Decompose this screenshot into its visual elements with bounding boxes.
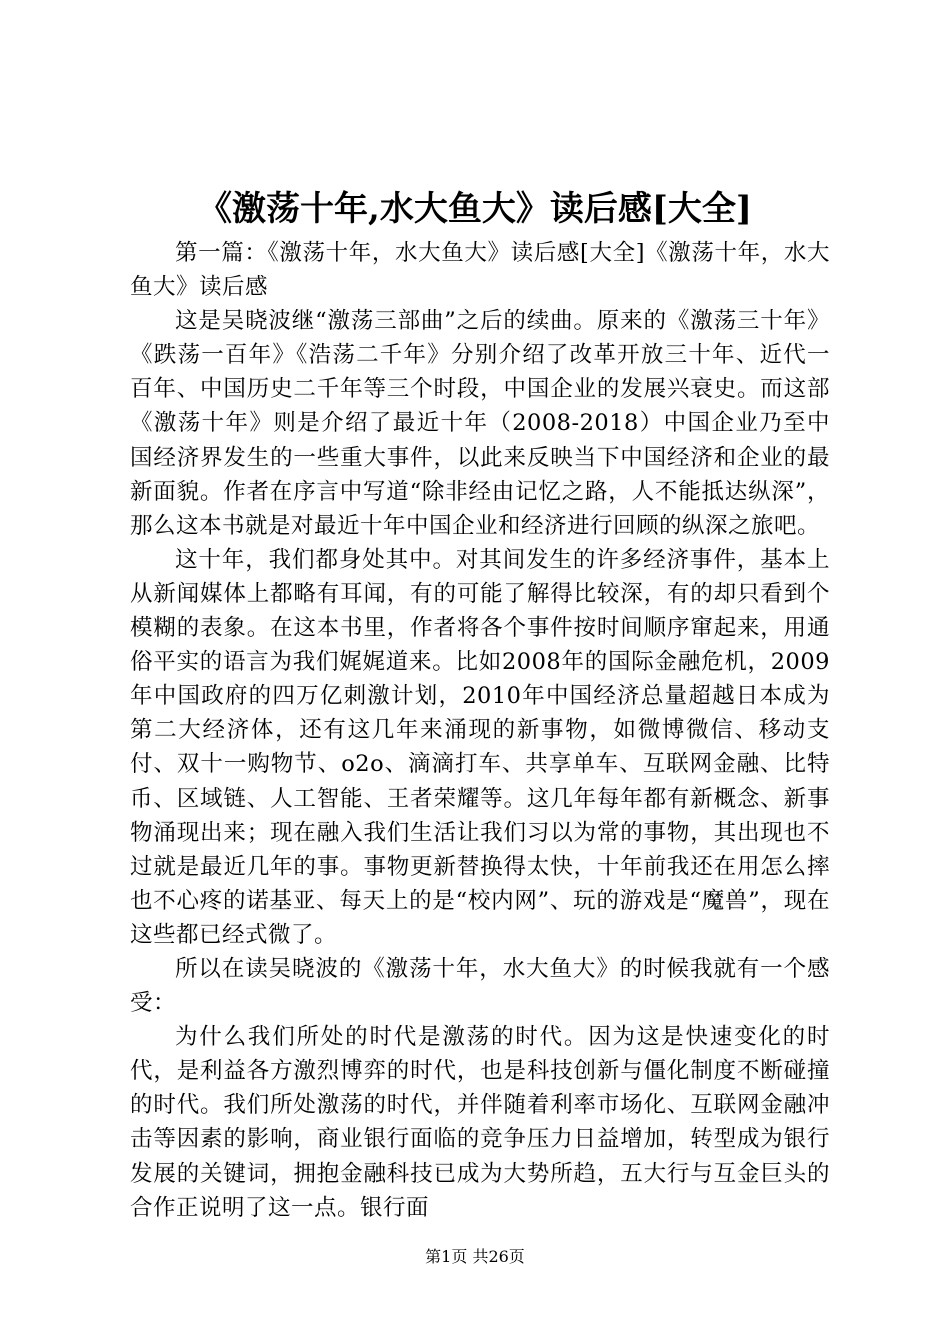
paragraph-2: 这是吴晓波继“激荡三部曲”之后的续曲。原来的《激荡三十年》《跌荡一百年》《浩荡二千年》分别介绍了改革开放三十年、近代一百年、中国历史二千年等三个时段，中国企业的发展兴衰史。而这部《激荡十年》则是介绍了最近十年（2008-2018）中国企业乃至中国经济界发生的一些重大事件，以此来反映当下中国经济和企业的最新面貌。作者在序言中写道“除非经由记忆之路，人不能抵达纵深”，那么这本书就是对最近十年中国企业和经济进行回顾的纵深之旅吧。 [130, 308, 830, 539]
paragraph-5: 为什么我们所处的时代是激荡的时代。因为这是快速变化的时代，是利益各方激烈博弈的时代，也是科技创新与僵化制度不断碰撞的时代。我们所处激荡的时代，并伴随着利率市场化、互联网金融冲击等因素的影响，商业银行面临的竞争压力日益增加，转型成为银行发展的关键词，拥抱金融科技已成为大势所趋，五大行与互金巨头的合作正说明了这一点。银行面 [130, 1024, 830, 1221]
document-title: 《激荡十年,水大鱼大》读后感[大全] [197, 189, 752, 229]
document-body [130, 236, 830, 1225]
page-footer: 第1页 共26页 [425, 1247, 525, 1266]
paragraph-3: 这十年，我们都身处其中。对其间发生的许多经济事件，基本上从新闻媒体上都略有耳闻，有的可能了解得比较深，有的却只看到个模糊的表象。在这本书里，作者将各个事件按时间顺序窜起来，用通俗平实的语言为我们娓娓道来。比如2008年的国际金融危机，2009年中国政府的四万亿刺激计划，2010年中国经济总量超越日本成为第二大经济体，还有这几年来涌现的新事物，如微博微信、移动支付、双十一购物节、o2o、滴滴打车、共享单车、互联网金融、比特币、区域链、人工智能、王者荣耀等。这几年每年都有新概念、新事物涌现出来；现在融入我们生活让我们习以为常的事物，其出现也不过就是最近几年的事。事物更新替换得太快，十年前我还在用怎么摔也不心疼的诺基亚、每天上的是“校内网”、玩的游戏是“魔兽”，现在这些都已经式微了。 [130, 546, 830, 948]
paragraph-1: 第一篇：《激荡十年，水大鱼大》读后感[大全]《激荡十年，水大鱼大》读后感 [130, 240, 830, 301]
paragraph-4: 所以在读吴晓波的《激荡十年，水大鱼大》的时候我就有一个感受： [130, 955, 830, 1017]
